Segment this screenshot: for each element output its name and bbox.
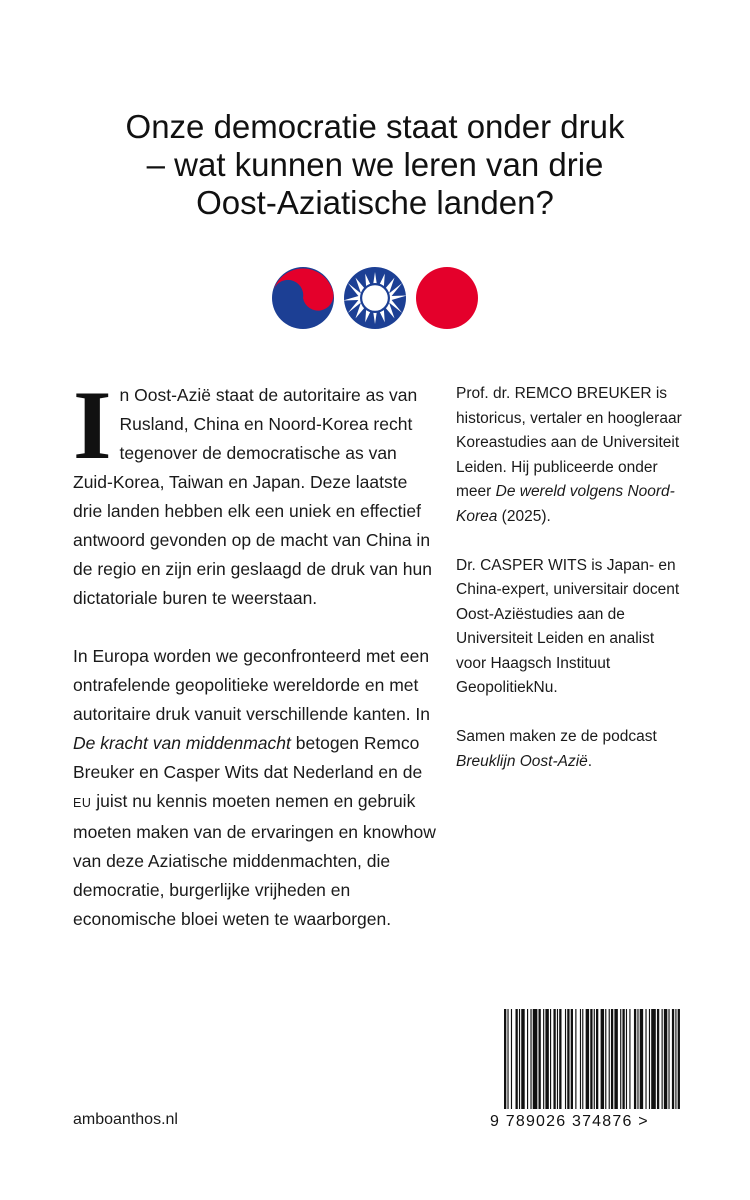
headline: [60, 108, 690, 222]
book-title: De kracht van middenmacht: [73, 733, 291, 753]
podcast-note: [456, 725, 686, 774]
main-blurb: [73, 371, 436, 934]
blurb-paragraph-1: [73, 371, 436, 613]
flag-row: [272, 267, 478, 331]
bio-text: Prof. dr. REMCO BREUKER is historicus, vertaler en hoogleraar Koreastudies aan de Universiteit Leiden. Hij publiceerde onder meer: [456, 385, 682, 500]
podcast-title: Breuklijn Oost-Azië: [456, 752, 588, 770]
barcode-icon: [502, 1009, 684, 1109]
author-bios: [456, 382, 686, 799]
blurb-paragraph-2: [73, 642, 436, 934]
author-bio-breuker: [456, 382, 686, 529]
dropcap: I: [73, 371, 112, 480]
bio-text: Samen maken ze de podcast: [456, 728, 657, 745]
author-bio-wits: Dr. CASPER WITS is Japan- en China-expert, universitair docent Oost-Aziëstudies aan de Universiteit Leiden en analist voor Haagsch Instituut GeopolitiekNu.: [456, 556, 680, 696]
bio-text: (2025).: [497, 507, 551, 525]
headline-line-1: Onze democratie staat onder druk: [125, 108, 625, 145]
headline-line-3: Oost-Aziatische landen?: [196, 184, 554, 221]
eu-abbrev: EU: [73, 796, 92, 810]
japan-sun-icon: [416, 267, 478, 329]
bio-book-title: De wereld volgens Noord-Korea: [456, 483, 675, 525]
blurb-text: juist nu kennis moeten nemen en gebruik moeten maken van de ervaringen en knowhow van deze Aziatische middenmachten, die democratie, burgerlijke vrijheden en economische bloei weten te waarborgen.: [73, 791, 436, 929]
blurb-paragraph-1-text: n Oost-Azië staat de autoritaire as van Rusland, China en Noord-Korea recht tegenover de democratische as van Zuid-Korea, Taiwan en Japan. Deze laatste drie landen hebben elk een uniek en effectief antwoord gevonden op de macht van China in de regio en zijn erin geslaagd de druk van hun dictatoriale buren te weerstaan.: [73, 385, 432, 608]
south-korea-taegeuk-icon: [272, 267, 334, 329]
bio-text: .: [587, 752, 593, 770]
headline-line-2: – wat kunnen we leren van drie: [146, 146, 604, 183]
taiwan-sun-icon: [344, 267, 406, 329]
blurb-text: In Europa worden we geconfronteerd met een ontrafelende geopolitieke wereldorde en met autoritaire druk vanuit verschillende kanten. In: [73, 646, 431, 724]
isbn-number: 9 789026 374876 >: [490, 1113, 649, 1130]
blurb-text: betogen Remco Breuker en Casper Wits dat Nederland en de: [73, 733, 423, 782]
publisher-url: amboanthos.nl: [73, 1111, 178, 1128]
